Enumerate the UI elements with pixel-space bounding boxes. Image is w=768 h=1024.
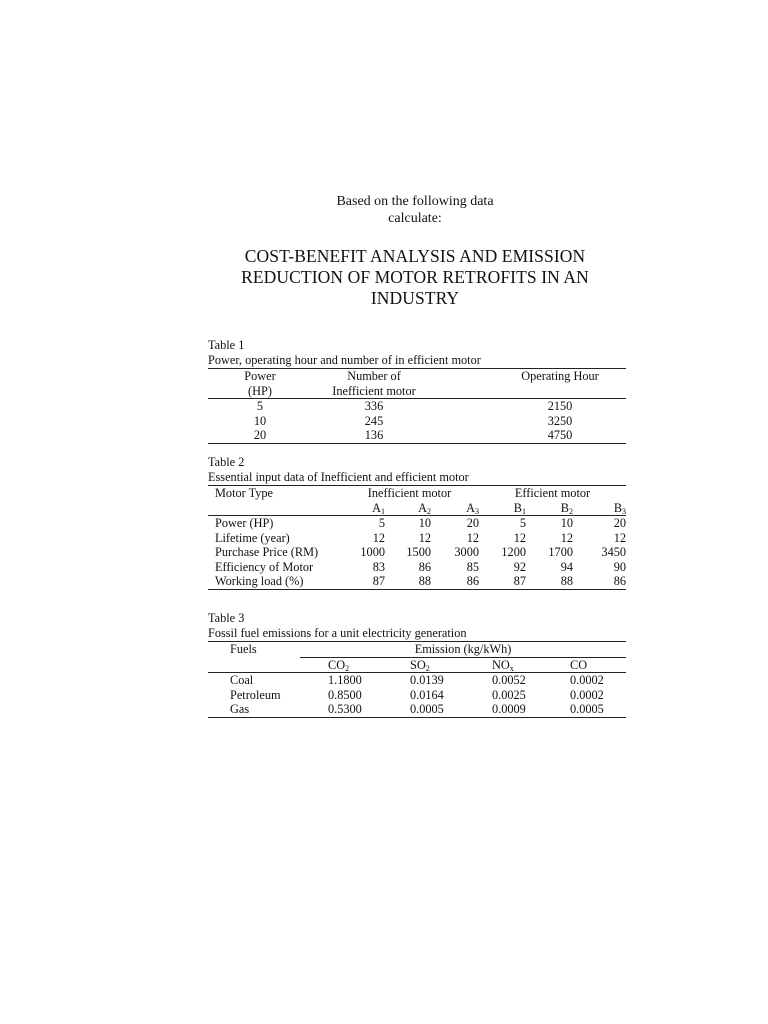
intro-line: Based on the following data xyxy=(336,194,494,209)
title-line: COST-BENEFIT ANALYSIS AND EMISSION xyxy=(244,246,586,266)
table-cell: 1700 xyxy=(548,545,573,559)
column-header: Operating Hour xyxy=(494,369,626,384)
table-cell: 5 xyxy=(378,516,385,530)
table-cell: 83 xyxy=(372,559,385,574)
table-cell: 0.0002 xyxy=(570,687,604,702)
table-cell: 87 xyxy=(479,574,526,589)
header-subscript: 2 xyxy=(427,506,431,516)
table-cell: 2150 xyxy=(547,399,573,413)
table-3 xyxy=(208,641,626,718)
table-cell: 4750 xyxy=(494,428,626,443)
column-header: (HP) xyxy=(208,384,312,399)
header-text: A xyxy=(418,500,427,515)
title-line: INDUSTRY xyxy=(370,288,460,308)
table-cell: 12 xyxy=(613,530,627,545)
column-header xyxy=(526,501,573,516)
table-cell: 0.5300 xyxy=(300,702,382,717)
header-text: B xyxy=(613,500,623,515)
table-cell: 1000 xyxy=(360,545,385,559)
column-header: Motor Type xyxy=(208,486,340,501)
table-cell: 5 xyxy=(256,399,264,413)
table-header-row xyxy=(208,657,626,673)
table-3-body xyxy=(208,673,626,718)
header-text: NO xyxy=(492,657,510,672)
table-cell: 20 xyxy=(466,516,479,530)
column-header xyxy=(382,657,464,673)
table-cell xyxy=(436,399,494,414)
column-header: Fuels xyxy=(208,642,300,658)
table-cell: 86 xyxy=(431,574,479,589)
table-cell: 88 xyxy=(526,574,573,589)
header-text: A xyxy=(466,500,475,515)
table-cell: 10 xyxy=(253,413,267,428)
table-row xyxy=(208,399,626,414)
table-row xyxy=(208,545,626,560)
table-cell: 86 xyxy=(418,559,431,574)
column-header xyxy=(300,657,382,673)
table-cell: 1500 xyxy=(406,545,431,559)
table-header-row xyxy=(208,501,626,516)
column-header: Number of xyxy=(312,369,436,384)
table-cell: Petroleum xyxy=(230,687,281,702)
table-2 xyxy=(208,485,626,590)
column-header: Inefficient motor xyxy=(340,486,479,501)
table-row xyxy=(208,560,626,575)
table-header-row xyxy=(208,369,626,384)
header-subscript: 2 xyxy=(345,663,350,673)
header-text: A xyxy=(372,500,381,515)
table-row xyxy=(208,673,626,688)
intro-text xyxy=(0,193,768,227)
column-header xyxy=(385,501,431,516)
table-cell: 12 xyxy=(372,530,385,545)
table-cell: 0.0025 xyxy=(492,687,526,702)
header-subscript: x xyxy=(509,663,514,673)
column-header xyxy=(479,501,526,516)
table-1-caption: Power, operating hour and number of in efficient motor xyxy=(208,353,481,367)
table-cell: Working load (%) xyxy=(208,574,340,589)
table-cell: 0.0052 xyxy=(492,673,526,687)
table-cell: 90 xyxy=(613,559,627,574)
table-cell xyxy=(436,428,494,443)
table-cell: 336 xyxy=(364,399,384,413)
column-header: Emission (kg/kWh) xyxy=(300,642,626,658)
table-row xyxy=(208,428,626,443)
table-cell: 5 xyxy=(519,516,526,530)
table-2-caption: Essential input data of Inefficient and efficient motor xyxy=(208,470,469,484)
table-1 xyxy=(208,368,626,444)
table-cell: 94 xyxy=(560,559,573,574)
table-cell: 0.0005 xyxy=(382,702,464,717)
header-subscript: 3 xyxy=(622,506,627,516)
table-cell: 0.0005 xyxy=(546,702,626,717)
table-cell: 85 xyxy=(466,559,479,574)
table-3-label: Table 3 xyxy=(208,611,245,625)
table-header-row xyxy=(208,642,626,658)
table-row xyxy=(208,702,626,717)
table-3-caption: Fossil fuel emissions for a unit electricity generation xyxy=(208,626,467,640)
table-1-label: Table 1 xyxy=(208,338,245,352)
table-2-label: Table 2 xyxy=(208,455,245,469)
table-row xyxy=(208,414,626,429)
table-cell: Coal xyxy=(230,673,254,687)
column-header: Power xyxy=(208,369,312,384)
table-cell: 20 xyxy=(613,516,627,530)
table-cell: 86 xyxy=(573,574,626,589)
header-text: CO xyxy=(328,657,346,672)
table-2-block xyxy=(208,455,626,590)
table-cell: 88 xyxy=(385,574,431,589)
table-cell: 0.0002 xyxy=(570,673,604,687)
title-line: REDUCTION OF MOTOR RETROFITS IN AN xyxy=(241,267,589,287)
table-cell: 0.0009 xyxy=(464,702,546,717)
column-header: Efficient motor xyxy=(479,486,626,501)
table-cell: 12 xyxy=(418,530,431,545)
table-cell: 10 xyxy=(418,516,431,530)
table-header-row xyxy=(208,384,626,399)
header-subscript: 1 xyxy=(522,506,526,516)
table-cell: Power (HP) xyxy=(215,516,274,530)
table-cell: 12 xyxy=(513,530,526,545)
header-text: B xyxy=(513,500,522,515)
table-cell: 0.0164 xyxy=(410,687,444,702)
column-header xyxy=(546,657,626,673)
table-cell: 1.1800 xyxy=(328,673,362,687)
table-2-body xyxy=(208,516,626,590)
table-cell: 87 xyxy=(340,574,385,589)
table-cell: 12 xyxy=(466,530,479,545)
column-header xyxy=(464,657,546,673)
column-header xyxy=(573,501,626,516)
table-cell: 3250 xyxy=(547,413,573,428)
column-header xyxy=(340,501,385,516)
table-cell: 0.0139 xyxy=(410,673,444,687)
table-cell: 3000 xyxy=(454,545,479,559)
table-cell: 1200 xyxy=(501,545,526,559)
table-row xyxy=(208,688,626,703)
column-header: Inefficient motor xyxy=(312,384,436,399)
header-text: B xyxy=(560,500,569,515)
table-1-body xyxy=(208,399,626,444)
header-text: CO xyxy=(570,657,588,672)
intro-line: calculate: xyxy=(388,211,442,226)
table-3-block xyxy=(208,611,626,718)
table-cell: 10 xyxy=(560,516,573,530)
page-title xyxy=(0,246,768,309)
header-subscript: 2 xyxy=(425,663,430,673)
column-header xyxy=(431,501,479,516)
table-row xyxy=(208,574,626,589)
table-cell xyxy=(436,414,494,429)
table-cell: 12 xyxy=(560,530,573,545)
table-cell: Purchase Price (RM) xyxy=(215,545,319,559)
table-1-block xyxy=(208,338,626,444)
header-subscript: 1 xyxy=(381,506,385,516)
table-header-row xyxy=(208,486,626,501)
table-cell: Gas xyxy=(208,702,300,717)
table-cell: 0.8500 xyxy=(328,687,362,702)
table-cell: 245 xyxy=(364,413,384,428)
table-cell: Lifetime (year) xyxy=(215,530,290,545)
table-row xyxy=(208,516,626,531)
header-subscript: 2 xyxy=(569,506,573,516)
table-cell: 20 xyxy=(208,428,312,443)
table-cell: Efficiency of Motor xyxy=(215,559,314,574)
header-text: SO xyxy=(410,657,426,672)
table-row xyxy=(208,531,626,546)
table-cell: 3450 xyxy=(601,545,627,559)
table-cell: 136 xyxy=(312,428,436,443)
header-subscript: 3 xyxy=(475,506,479,516)
table-cell: 92 xyxy=(513,559,526,574)
